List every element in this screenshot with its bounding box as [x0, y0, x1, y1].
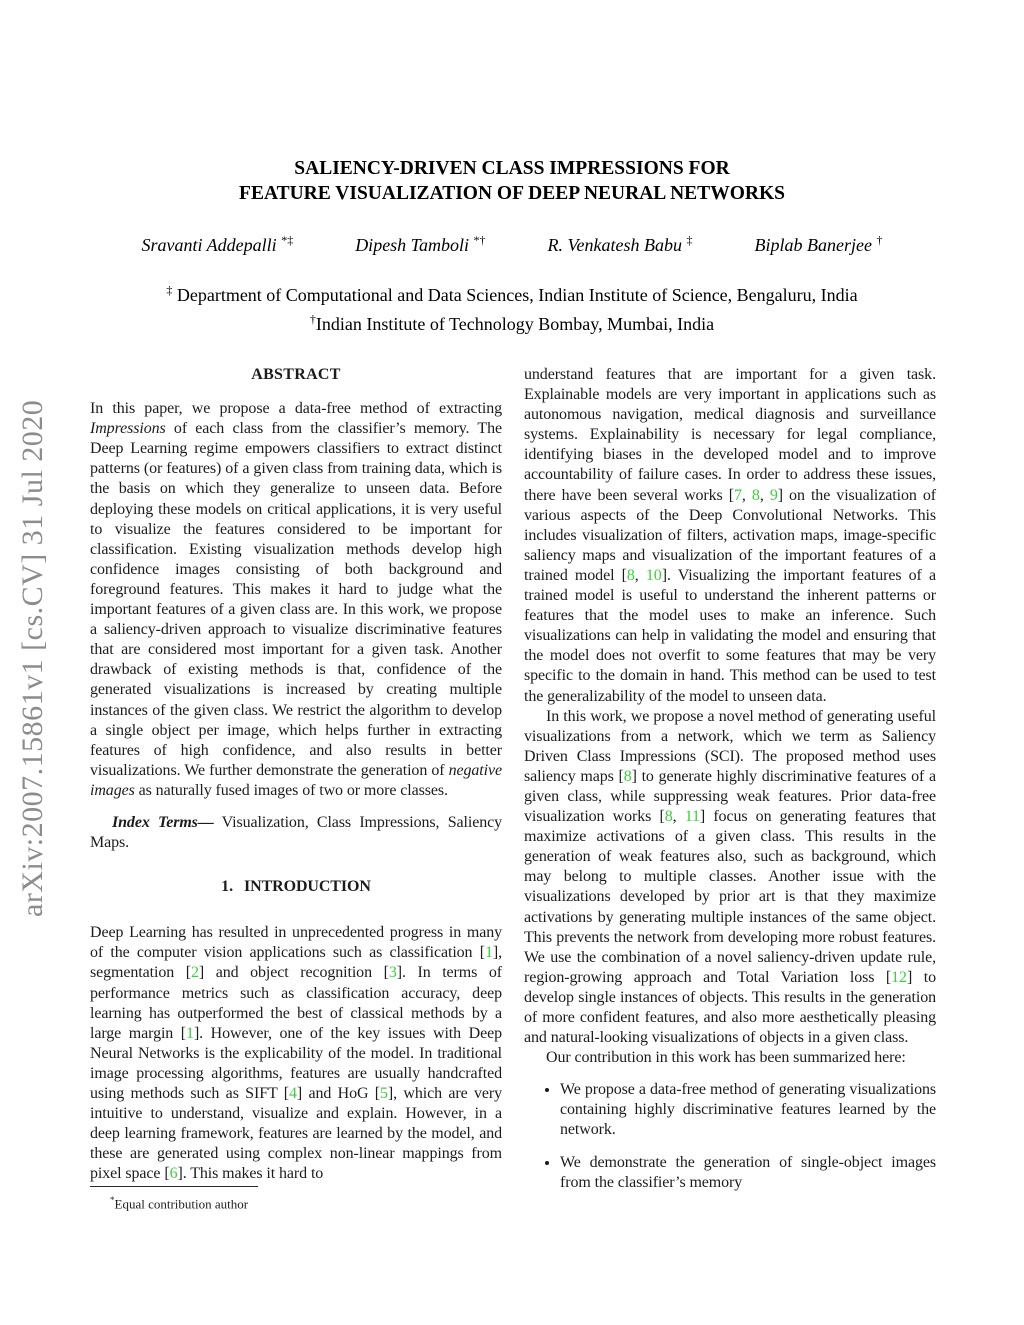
- citation-ref[interactable]: 8: [623, 767, 632, 785]
- citation-ref[interactable]: 2: [190, 964, 199, 982]
- citation-ref[interactable]: 9: [769, 486, 778, 504]
- paper-title-line1: SALIENCY-DRIVEN CLASS IMPRESSIONS FOR: [294, 158, 730, 179]
- citation-ref[interactable]: 8: [664, 808, 673, 826]
- affiliation-line: ‡ Department of Computational and Data Sciences, Indian Institute of Science, Bengaluru, India: [166, 283, 858, 305]
- author-name: Sravanti Addepalli *‡: [141, 233, 294, 255]
- right-column: [524, 365, 936, 1193]
- citation-ref[interactable]: 5: [380, 1085, 388, 1102]
- paper-title: [0, 156, 1024, 206]
- body-paragraph: Deep Learning has resulted in unprecedented progress in many of the computer vision applications such as classification [1], segmentation [2] and object recognition [3]. In terms of performance metrics such as classification accuracy, deep learning has outperformed the best of classical methods by a large margin [1]. However, one of the key issues with Deep Neural Networks is the explicability of the model. In traditional image processing algorithms, features are usually handcrafted using methods such as SIFT [4] and HoG [5], which are very intuitive to understand, visualize and explain. However, in a deep learning framework, features are learned by the model, and these are generated using complex non-linear mappings from pixel space [6]. This makes it hard to: [90, 924, 502, 1183]
- paper-header: [0, 156, 1024, 336]
- author-list: [0, 233, 1024, 256]
- author-footnote-marker: *†: [473, 233, 486, 247]
- citation-ref[interactable]: 1: [186, 1024, 194, 1042]
- citation-ref[interactable]: 1: [484, 944, 493, 962]
- body-paragraph: Our contribution in this work has been summarized here:: [546, 1049, 906, 1067]
- author-name: R. Venkatesh Babu ‡: [547, 233, 693, 255]
- left-column: [90, 365, 502, 1184]
- contribution-list: [524, 1080, 936, 1192]
- citation-ref[interactable]: 6: [169, 1165, 178, 1183]
- author-footnote-marker: †: [876, 233, 883, 247]
- abstract-paragraph: In this paper, we propose a data-free method of extracting Impressions of each class from the classifier’s memory. The Deep Learning regime empowers classifiers to extract distinct patterns (or features) of a given class from training data, which is the basis on which they generalize to unseen data. Before deploying these models on critical applications, it is very useful to visualize the features considered to be important for classification. Existing visualization methods develop high confidence images consisting of both background and foreground features. This makes it hard to judge what the important features of a given class are. In this work, we propose a saliency-driven approach to visualize discriminative features that are considered most important for a given task. Another drawback of existing methods is that, confidence of the generated visualizations is increased by creating multiple instances of the given class. We restrict the algorithm to develop a single object per image, which helps further in extracting features of high confidence, and also results in better visualizations. We further demonstrate the generation of negative images as naturally fused images of two or more classes.: [90, 400, 502, 799]
- author-footnote-marker: ‡: [686, 233, 693, 247]
- contribution-item: • We demonstrate the generation of single-object images from the classifier’s memory: [560, 1153, 936, 1193]
- citation-ref[interactable]: 3: [388, 964, 397, 982]
- paper-title-line2: FEATURE VISUALIZATION OF DEEP NEURAL NETWORKS: [239, 183, 785, 204]
- footnote-rule: [90, 1186, 258, 1187]
- arxiv-stamp: arXiv:2007.15861v1 [cs.CV] 31 Jul 2020: [16, 399, 49, 917]
- body-paragraph: In this work, we propose a novel method of generating useful visualizations from a network, which we term as Saliency Driven Class Impressions (SCI). The proposed method uses saliency maps [8] to generate highly discriminative features of a given class, while suppressing weak features. Prior data-free visualization works [8, 11] focus on generating features that maximize activations of a given class. This results in the generation of weak features also, such as background, which may belong to multiple classes. Another issue with the visualizations developed by prior art is that they maximize activations by generating multiple instances of the same object. This prevents the network from developing more robust features. We use the combination of a novel saliency-driven update rule, region-growing approach and Total Variation loss [12] to develop single instances of objects. This results in the generation of more confident features, and also more aesthetically pleasing and natural-looking visualizations of objects in a given class.: [524, 707, 936, 1047]
- author-footnote-marker: *‡: [281, 233, 294, 247]
- author-name: Dipesh Tamboli *†: [355, 233, 486, 255]
- citation-ref[interactable]: 8: [626, 566, 635, 584]
- body-paragraph: understand features that are important for a given task. Explainable models are very important in applications such as autonomous navigation, medical diagnosis and surveillance systems. Explainability is necessary for legal compliance, identifying biases in the developed model and to improve accountability of failure cases. In order to address these issues, there have been several works [7, 8, 9] on the visualization of various aspects of the Deep Convolutional Networks. This includes visualization of filters, activation maps, image-specific saliency maps and visualization of the important features of a trained model [8, 10]. Visualizing the important features of a trained model is useful to understand the inherent patterns or features that the model uses to make an inference. Such visualizations can help in validating the model and ensuring that the model does not overfit to some features that may be very specific to the domain in hand. This method can be used to test the generalizability of the model to unseen data.: [524, 366, 936, 705]
- citation-ref[interactable]: 11: [684, 808, 700, 826]
- citation-ref[interactable]: 12: [891, 968, 907, 986]
- abstract-heading: ABSTRACT: [251, 366, 341, 383]
- footnote-text: *Equal contribution author: [110, 1195, 249, 1212]
- author-name: Biplab Banerjee †: [754, 233, 883, 255]
- footnote: [90, 1186, 502, 1212]
- index-terms: Index Terms— Visualization, Class Impressions, Saliency Maps.: [90, 813, 502, 852]
- section-heading-introduction: 1. INTRODUCTION: [221, 878, 371, 896]
- citation-ref[interactable]: 4: [288, 1085, 297, 1102]
- affiliations: [0, 279, 1024, 336]
- citation-ref[interactable]: 8: [751, 486, 760, 504]
- citation-ref[interactable]: 7: [734, 486, 742, 504]
- affiliation-line: †Indian Institute of Technology Bombay, Mumbai, India: [309, 311, 715, 334]
- contribution-item: • We propose a data-free method of generating visualizations containing highly discriminative features learned by the network.: [560, 1080, 936, 1140]
- citation-ref[interactable]: 10: [645, 566, 662, 584]
